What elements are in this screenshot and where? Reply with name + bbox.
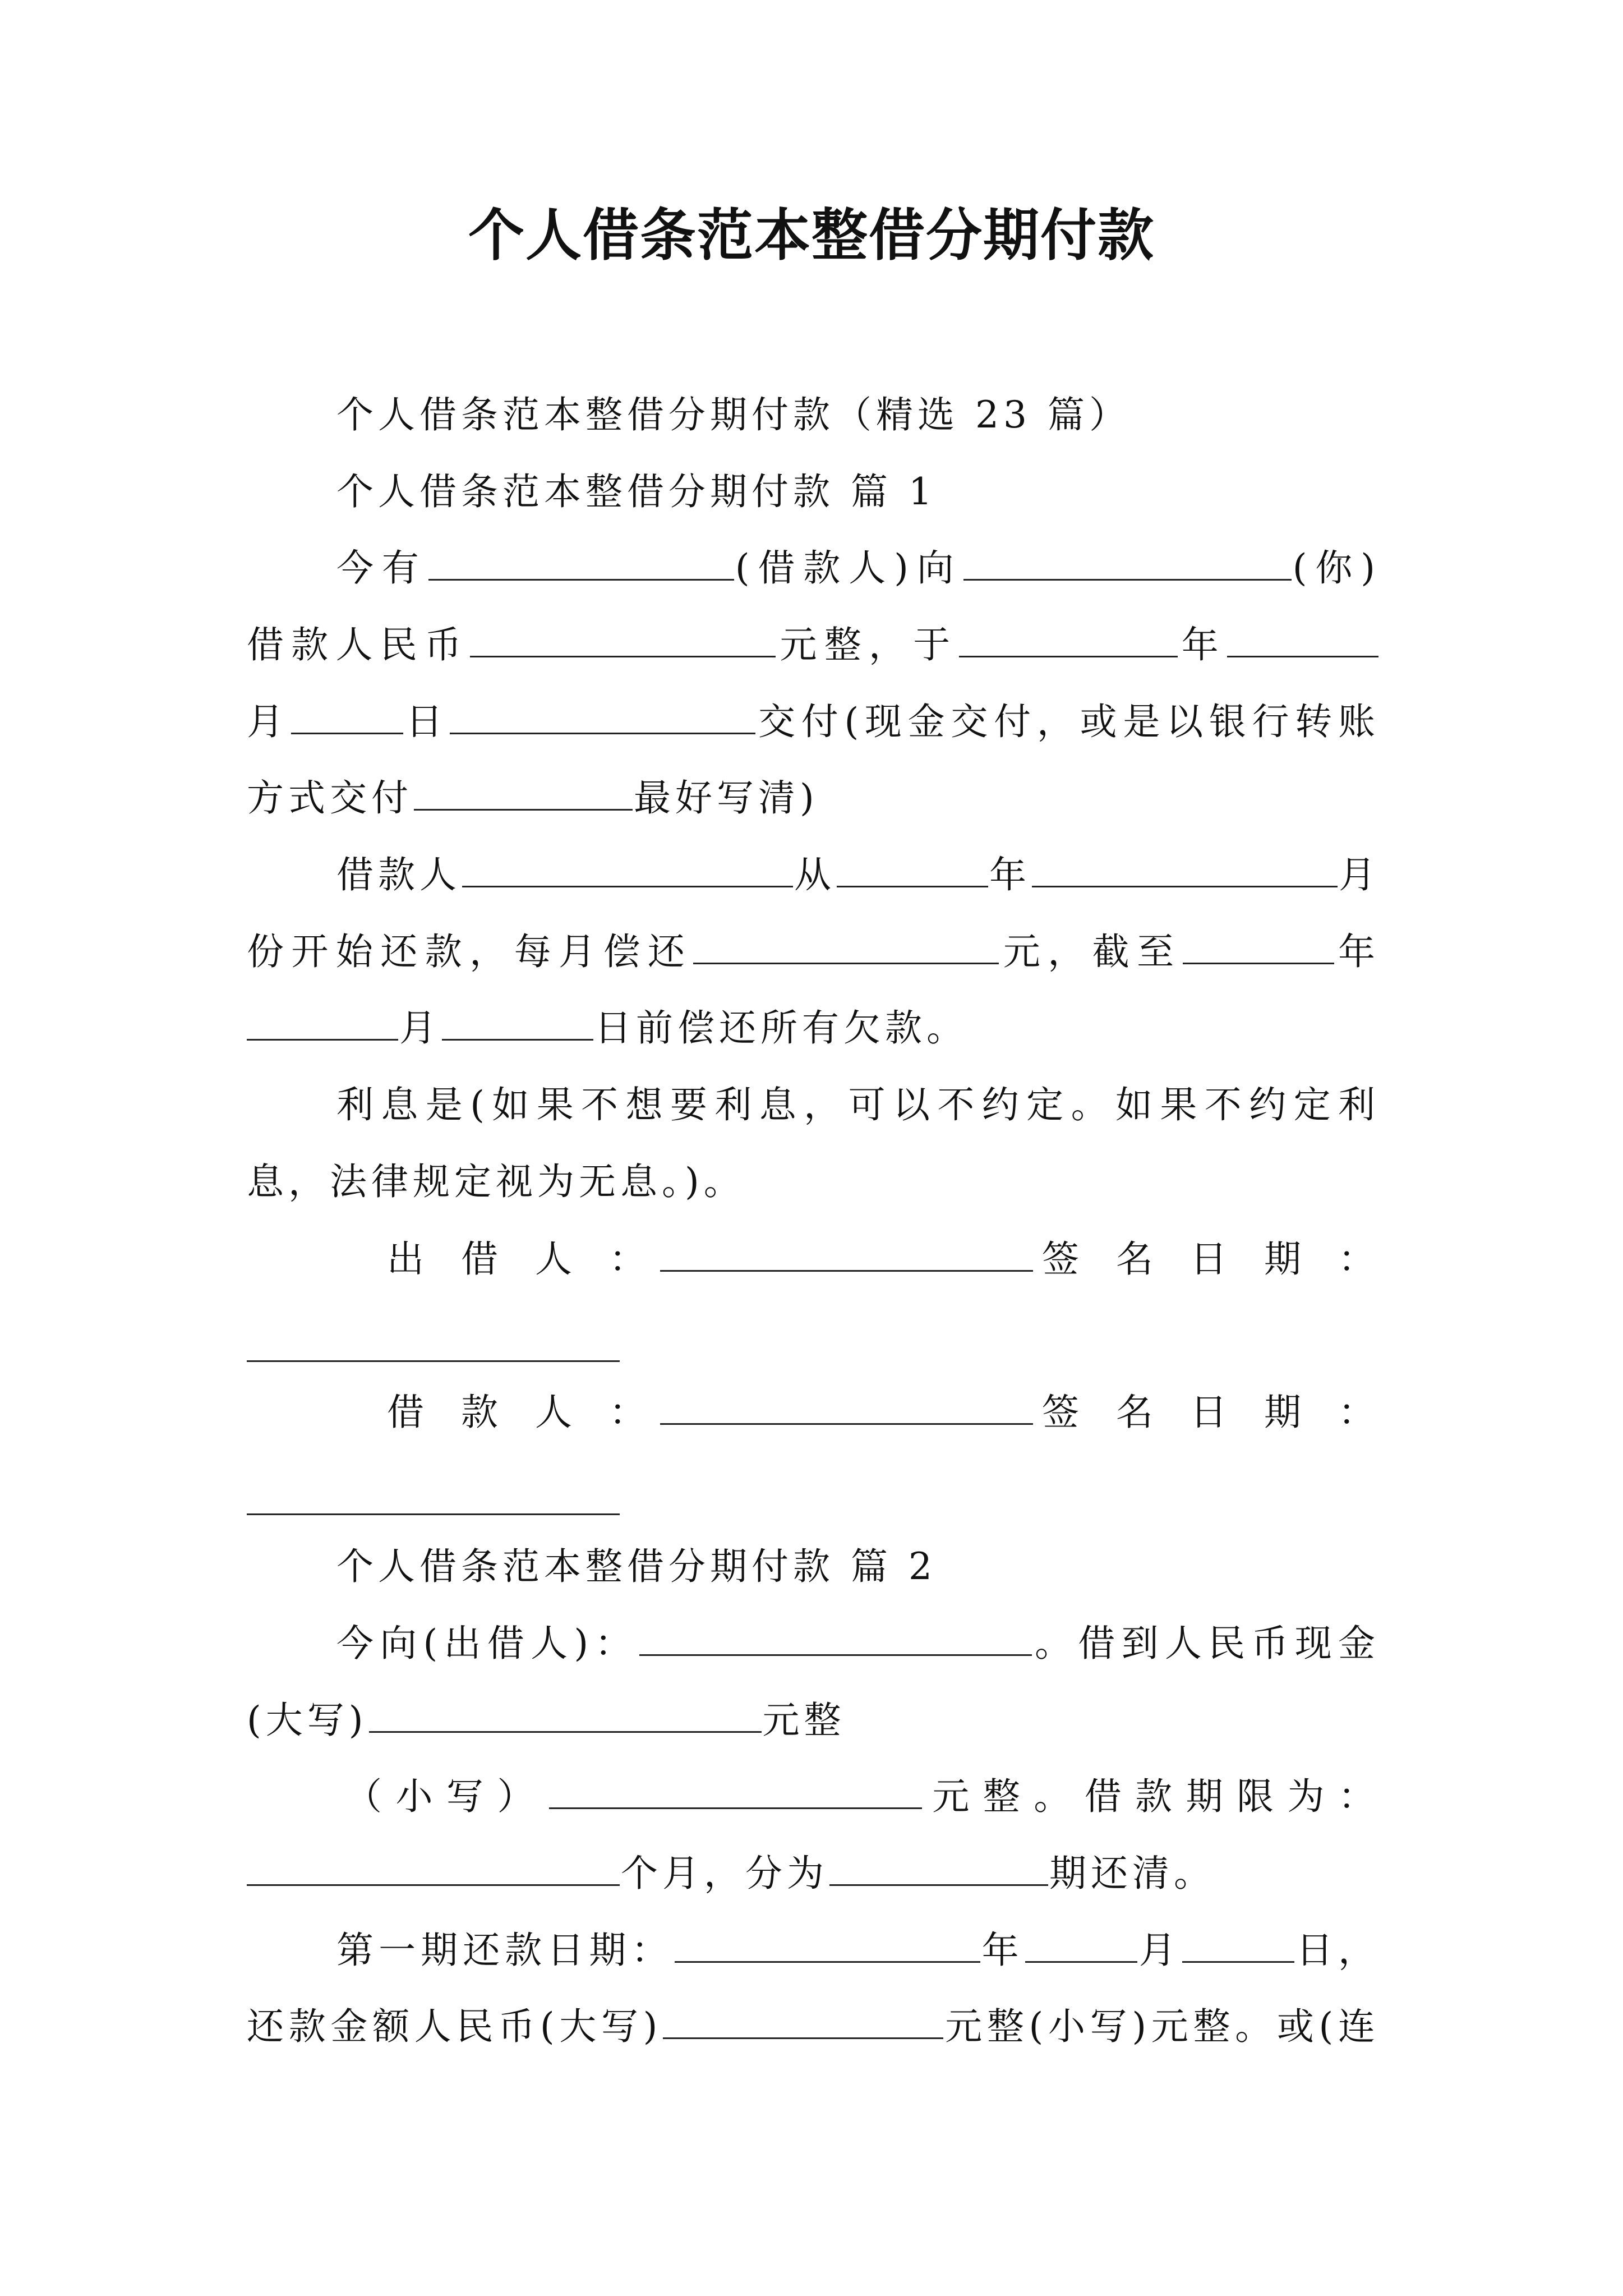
blank-field bbox=[428, 544, 734, 581]
blank-field bbox=[462, 851, 793, 887]
blank-field bbox=[1032, 851, 1338, 887]
blank-field bbox=[291, 698, 403, 734]
sign-date-label: 签 名 日 期 ： bbox=[1034, 1237, 1380, 1281]
lender-label: 出 借 人 ： bbox=[387, 1237, 659, 1281]
text: 元整，于 bbox=[777, 623, 958, 666]
lender-date-blank bbox=[247, 1360, 620, 1362]
text: 最好写清) bbox=[634, 776, 819, 820]
blank-field bbox=[414, 774, 633, 811]
text: 年 bbox=[1178, 623, 1226, 666]
borrower-signature-line bbox=[387, 1387, 1380, 1438]
s2-p2-line1 bbox=[345, 1772, 1380, 1822]
text: 第一期还款日期： bbox=[336, 1929, 674, 1972]
blank-field bbox=[693, 928, 999, 964]
text: 个月，分为 bbox=[621, 1852, 828, 1895]
text: 日， bbox=[1295, 1929, 1380, 1972]
text: 年 bbox=[1335, 930, 1380, 973]
s1-p1-line3 bbox=[247, 697, 1380, 747]
text: 从 bbox=[794, 853, 836, 896]
text: 借款人 bbox=[336, 853, 461, 896]
s2-p1-line2 bbox=[247, 1695, 1380, 1746]
text: （小写） bbox=[345, 1775, 548, 1818]
blank-field bbox=[442, 1004, 593, 1041]
text: 。借到人民币现金 bbox=[1032, 1622, 1380, 1665]
text: (大写) bbox=[247, 1699, 368, 1742]
section-1-heading: 个人借条范本整借分期付款 篇 1 bbox=[336, 470, 937, 513]
text: 月 bbox=[247, 700, 290, 743]
text: 今有 bbox=[336, 546, 427, 590]
lender-signature-line bbox=[387, 1234, 1380, 1285]
blank-field bbox=[829, 1849, 1048, 1886]
blank-field bbox=[837, 851, 988, 887]
text: 月 bbox=[1138, 1929, 1181, 1972]
document-subtitle: 个人借条范本整借分期付款（精选 23 篇） bbox=[336, 393, 1131, 436]
blank-field bbox=[1182, 1926, 1294, 1963]
text: 月 bbox=[399, 1006, 441, 1050]
blank-field bbox=[663, 2003, 943, 2039]
s2-p3-line1 bbox=[336, 1925, 1380, 1976]
s2-p3-line2 bbox=[247, 2001, 1380, 2052]
document-title: 个人借条范本整借分期付款 bbox=[468, 203, 1155, 268]
blank-field bbox=[450, 698, 755, 734]
text: 期还清。 bbox=[1049, 1852, 1215, 1895]
text: 元整 bbox=[762, 1699, 846, 1742]
text: 月 bbox=[1339, 853, 1380, 896]
s1-p2-line3 bbox=[247, 1003, 1380, 1053]
lender-signature-blank bbox=[660, 1235, 1033, 1272]
text: 日 bbox=[404, 700, 449, 743]
text: 还款金额人民币(大写) bbox=[247, 2005, 662, 2048]
s1-p3-line1: 利息是(如果不想要利息，可以不约定。如果不约定利 bbox=[336, 1083, 1380, 1126]
s1-p3-line2: 息，法律规定视为无息。)。 bbox=[247, 1160, 745, 1203]
blank-field bbox=[470, 621, 776, 657]
blank-field bbox=[675, 1926, 980, 1963]
s2-p2-line2 bbox=[247, 1848, 1380, 1899]
text: 份开始还款，每月偿还 bbox=[247, 930, 693, 973]
borrower-signature-blank bbox=[660, 1388, 1033, 1425]
s1-p1-line1 bbox=[336, 543, 1380, 593]
blank-field bbox=[1227, 621, 1378, 657]
blank-field bbox=[639, 1619, 1032, 1656]
text: 今向(出借人)： bbox=[336, 1622, 638, 1665]
text: 交付(现金交付，或是以银行转账 bbox=[757, 700, 1380, 743]
text: 借款人民币 bbox=[247, 623, 469, 666]
text: (借款人)向 bbox=[735, 546, 962, 590]
borrower-label: 借 款 人 ： bbox=[387, 1391, 659, 1434]
sign-date-label: 签 名 日 期 ： bbox=[1034, 1391, 1380, 1434]
text: 元，截至 bbox=[1000, 930, 1182, 973]
section-2-heading: 个人借条范本整借分期付款 篇 2 bbox=[336, 1545, 937, 1588]
s1-p1-line2 bbox=[247, 620, 1380, 670]
s1-p2-line2 bbox=[247, 927, 1380, 977]
text: 年 bbox=[981, 1929, 1024, 1972]
text: 元整。借款期限为： bbox=[923, 1775, 1380, 1818]
text: 元整(小写)元整。或(连 bbox=[944, 2005, 1380, 2048]
blank-field bbox=[247, 1849, 620, 1886]
blank-field bbox=[1025, 1926, 1137, 1963]
blank-field bbox=[963, 544, 1292, 581]
s1-p1-line4 bbox=[247, 773, 1380, 823]
text: 方式交付 bbox=[247, 776, 413, 820]
blank-field bbox=[247, 1004, 398, 1041]
text: 日前偿还所有欠款。 bbox=[594, 1006, 968, 1050]
s2-p1-line1 bbox=[336, 1618, 1380, 1669]
s1-p2-line1 bbox=[336, 850, 1380, 900]
blank-field bbox=[549, 1773, 922, 1809]
blank-field bbox=[959, 621, 1178, 657]
blank-field bbox=[369, 1696, 762, 1733]
blank-field bbox=[1183, 928, 1334, 964]
borrower-date-blank bbox=[247, 1513, 620, 1515]
text: (你) bbox=[1292, 546, 1380, 590]
text: 年 bbox=[989, 853, 1031, 896]
